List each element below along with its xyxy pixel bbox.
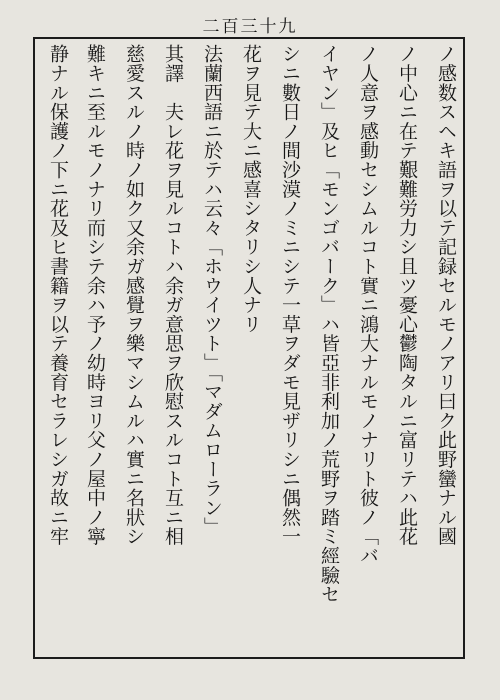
text-column-10: 難キニ至ルモノナリ而シテ余ハ予ノ幼時ヨリ父ノ屋中ノ寧 — [84, 44, 106, 546]
text-column-6: 花ヲ見テ大ニ感喜シタリシ人ナリ — [240, 44, 262, 334]
text-column-8: 其譯 夫レ花ヲ見ルコトハ余ガ意思ヲ欣慰スルコト互ニ相 — [162, 44, 184, 546]
text-column-5: シニ數日ノ間沙漠ノミニシテ一草ヲダモ見ザリシニ偶然一 — [279, 44, 301, 546]
text-column-3: ノ人意ヲ感動セシムルコト實ニ鴻大ナルモノナリト彼ノ「バ — [357, 44, 379, 566]
text-column-11: 静ナル保護ノ下ニ花及ヒ書籍ヲ以テ養育セラレシガ故ニ牢 — [47, 44, 69, 546]
text-column-7: 法蘭西語ニ於テハ云々「ホウイツト」「マダムローラン」 — [201, 44, 223, 537]
text-column-4: イヤン」及ヒ「モンゴバーク」ハ皆亞非利加ノ荒野ヲ踏ミ經驗セ — [318, 44, 340, 604]
text-column-2: ノ中心ニ在テ艱難労力シ且ツ憂心鬱陶タルニ富リテハ此花 — [396, 44, 418, 546]
vertical-text-block — [44, 44, 464, 656]
text-column-9: 慈愛スルノ時ノ如ク又余ガ感覺ヲ樂マシムルハ實ニ名狀シ — [123, 44, 145, 546]
page-number: 二百三十九 — [202, 17, 298, 37]
text-column-1: ノ感数スヘキ語ヲ以テ記録セルモノアリ曰ク此野蠻ナル國 — [435, 44, 457, 546]
